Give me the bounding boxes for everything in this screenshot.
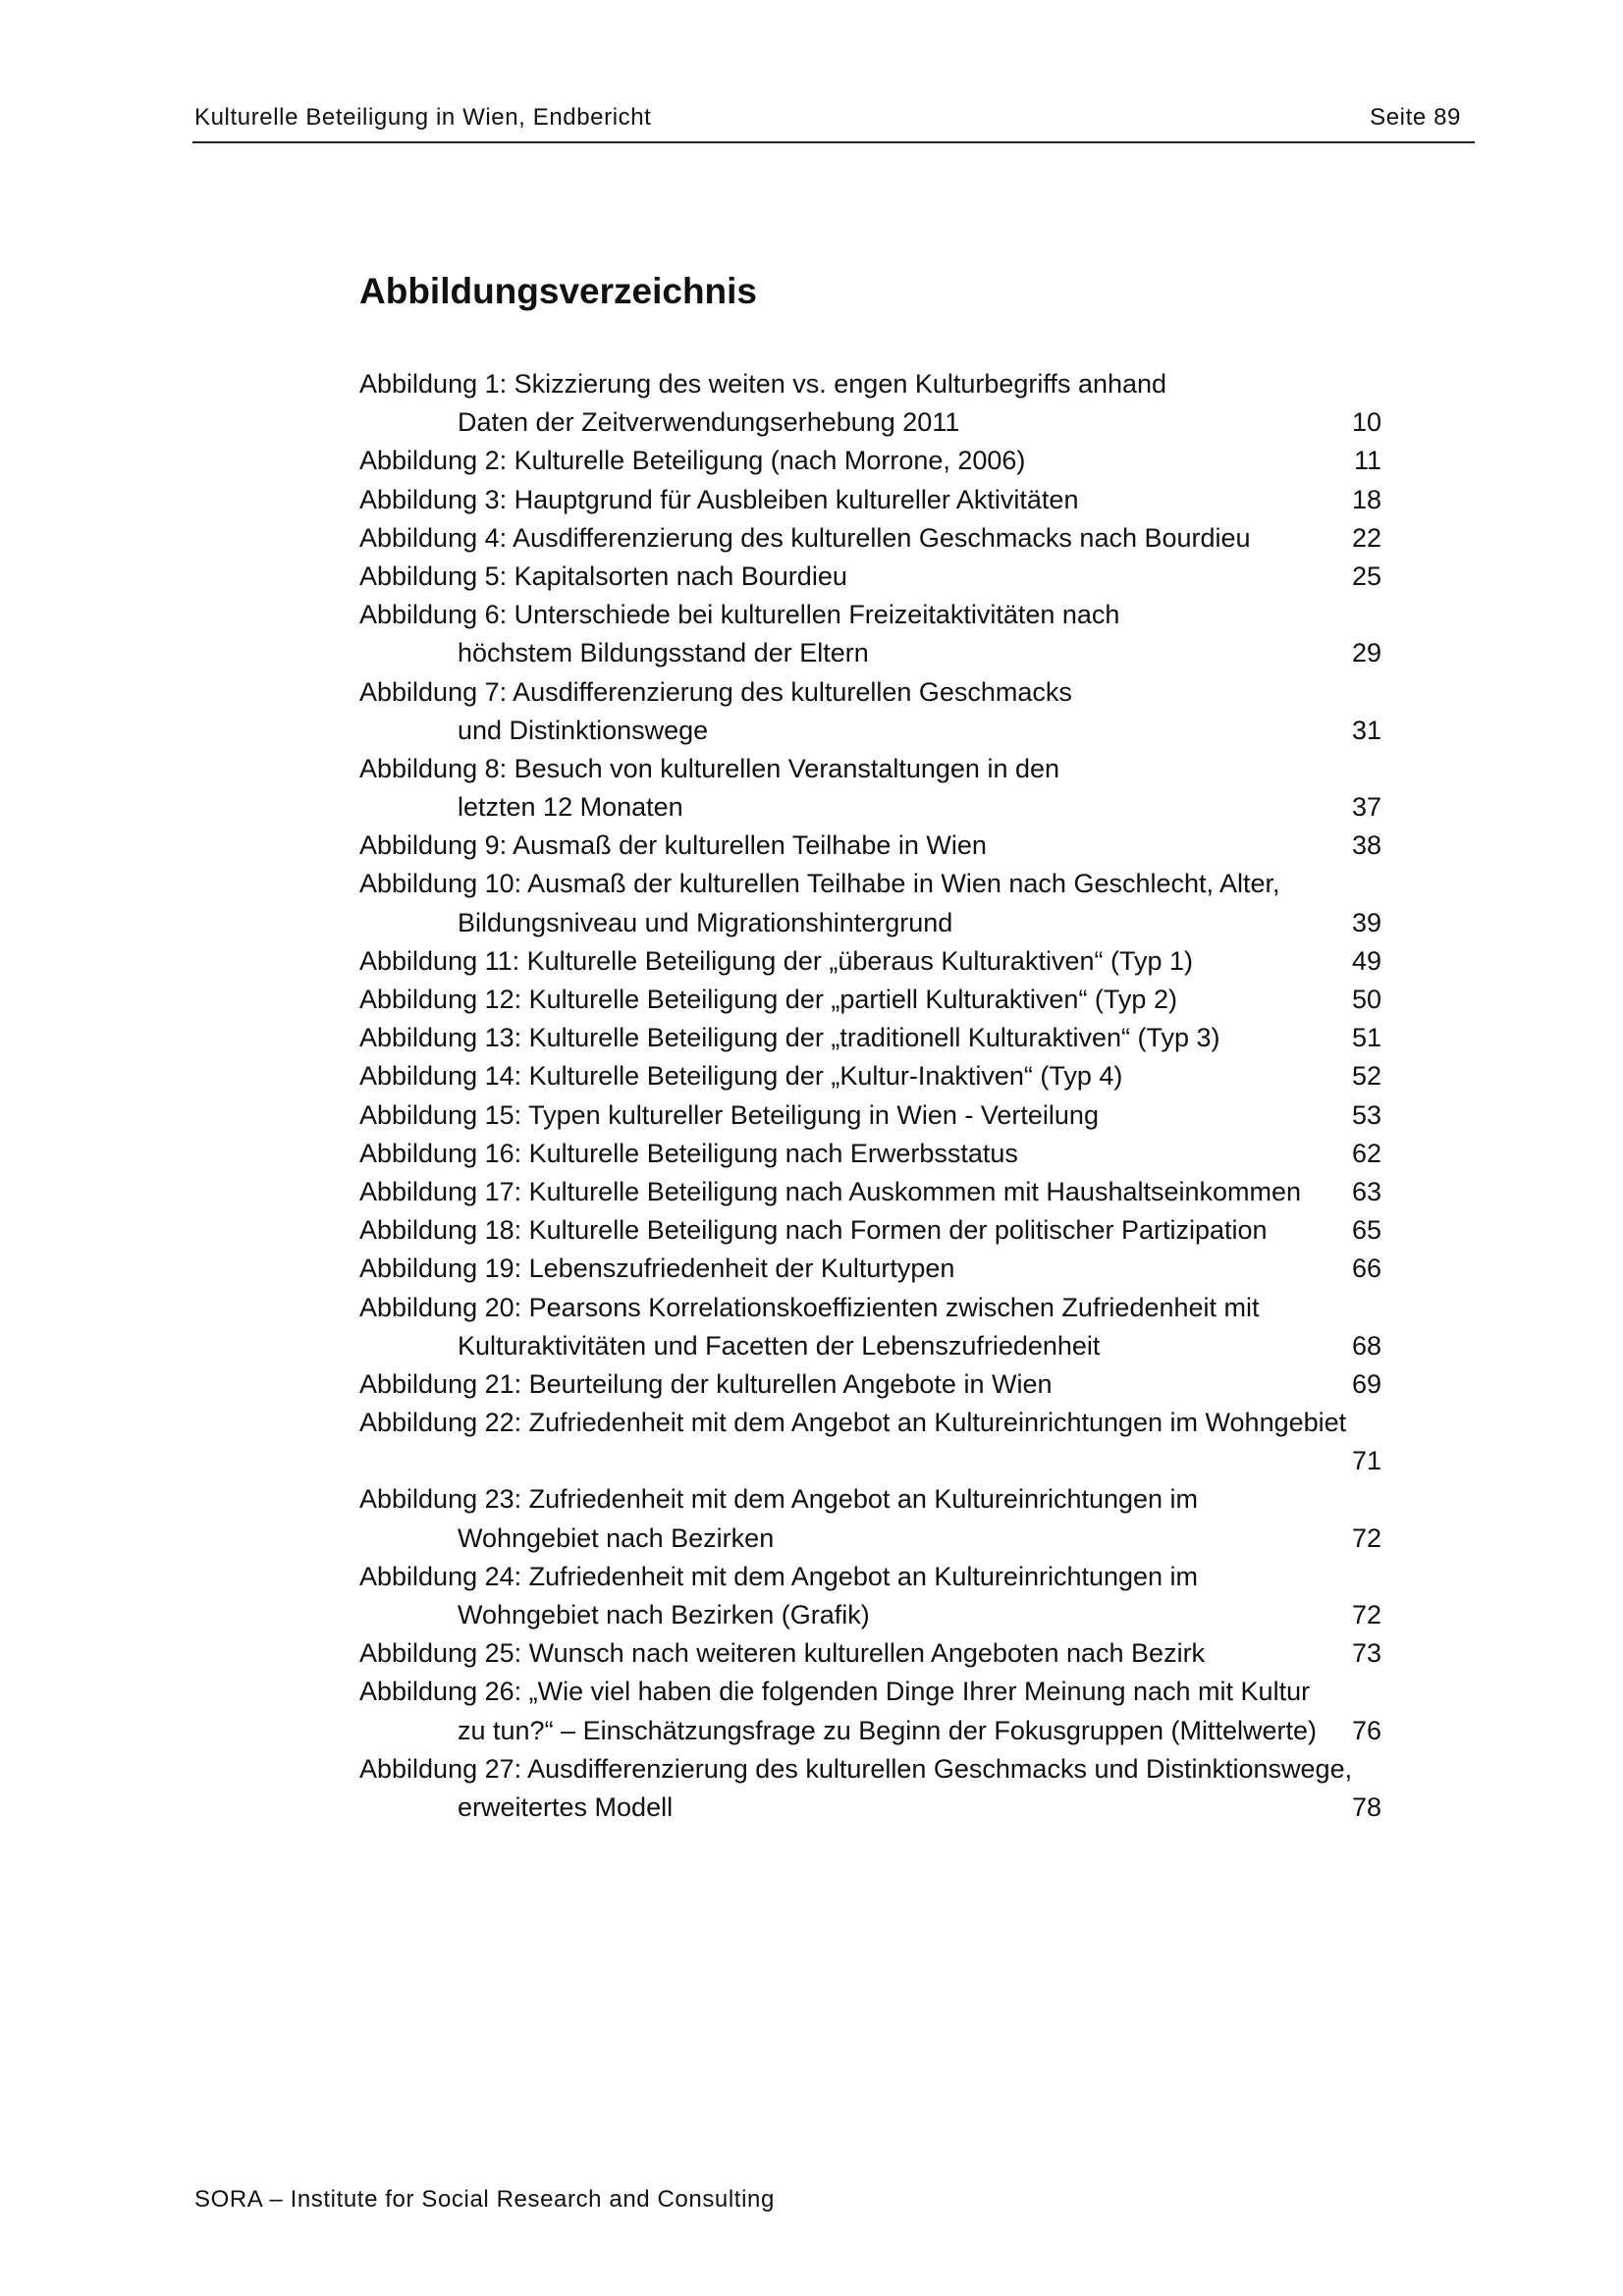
figure-entry-line	[359, 865, 1390, 903]
figure-entry-continuation	[359, 1789, 1390, 1827]
figure-entry-line	[359, 558, 1390, 596]
figure-entry-line	[359, 827, 1390, 865]
figure-entry[interactable]	[359, 1365, 1390, 1404]
section-title: Abbildungsverzeichnis	[359, 271, 758, 311]
figure-page-number: 37	[1351, 792, 1381, 823]
figure-page-number: 66	[1351, 1254, 1381, 1284]
figure-entry[interactable]	[359, 519, 1390, 558]
figure-page-number: 22	[1351, 522, 1381, 553]
figure-entry-line	[359, 1289, 1390, 1327]
figure-caption: Abbildung 1: Skizzierung des weiten vs. engen Kulturbegriffs anhand	[359, 369, 1167, 399]
figure-entry-continuation	[359, 1327, 1390, 1365]
figure-caption: Abbildung 8: Besuch von kulturellen Veranstaltungen in den	[359, 753, 1060, 783]
figure-entry[interactable]	[359, 1135, 1390, 1173]
figure-caption: Abbildung 17: Kulturelle Beteiligung nach Auskommen mit Haushaltseinkommen	[359, 1176, 1302, 1206]
figure-caption: Abbildung 21: Beurteilung der kulturellen Angebote in Wien	[359, 1368, 1053, 1399]
figure-caption: höchstem Bildungsstand der Eltern	[458, 638, 869, 668]
figure-entry-line	[359, 673, 1390, 712]
figure-caption: Abbildung 19: Lebenszufriedenheit der Kulturtypen	[359, 1254, 955, 1284]
figure-entry-continuation	[359, 1596, 1390, 1634]
figure-caption: letzten 12 Monaten	[458, 792, 683, 823]
figure-entry[interactable]	[359, 1019, 1390, 1057]
figure-entry-line	[359, 442, 1390, 480]
figure-entry-line	[359, 596, 1390, 634]
figure-page-number: 29	[1351, 638, 1381, 668]
figure-caption: Wohngebiet nach Bezirken	[458, 1522, 775, 1553]
figure-page-number: 62	[1351, 1138, 1381, 1168]
figure-page-number: 18	[1351, 484, 1381, 514]
figure-caption: Kulturaktivitäten und Facetten der Lebenszufriedenheit	[458, 1330, 1101, 1361]
figure-caption: Abbildung 4: Ausdifferenzierung des kulturellen Geschmacks nach Bourdieu	[359, 522, 1251, 553]
figure-caption: und Distinktionswege	[458, 715, 709, 745]
figure-page-number: 72	[1351, 1522, 1381, 1553]
figure-page-number: 72	[1351, 1600, 1381, 1629]
figure-caption: zu tun?“ – Einschätzungsfrage zu Beginn der Fokusgruppen (Mittelwerte)	[458, 1715, 1317, 1745]
figure-caption: Abbildung 27: Ausdifferenzierung des kulturellen Geschmacks und Distinktionswege,	[359, 1753, 1353, 1784]
page-footer: SORA – Institute for Social Research and Consulting	[194, 2186, 775, 2213]
figure-caption: erweitertes Modell	[458, 1791, 674, 1822]
figure-entry[interactable]	[359, 942, 1390, 981]
figure-page-number: 68	[1351, 1330, 1381, 1361]
figure-entry[interactable]	[359, 596, 1390, 672]
figure-entry-line	[359, 365, 1390, 403]
figure-entry-continuation	[359, 1442, 1390, 1480]
figure-caption: Abbildung 24: Zufriedenheit mit dem Angebot an Kultureinrichtungen im	[359, 1561, 1199, 1591]
figure-page-number: 65	[1351, 1215, 1381, 1246]
figure-entry-continuation	[359, 1520, 1390, 1558]
figure-entry[interactable]	[359, 365, 1390, 442]
figure-caption: Wohngebiet nach Bezirken (Grafik)	[458, 1600, 870, 1629]
figure-entry-line	[359, 1019, 1390, 1057]
figure-caption: Abbildung 7: Ausdifferenzierung des kulturellen Geschmacks	[359, 676, 1072, 707]
figure-page-number: 31	[1351, 715, 1381, 745]
figure-entry-line	[359, 1404, 1390, 1442]
figure-entry[interactable]	[359, 1211, 1390, 1250]
figure-entry[interactable]	[359, 442, 1390, 480]
figure-entry-line	[359, 1634, 1390, 1673]
figure-list	[359, 365, 1390, 1827]
figure-entry[interactable]	[359, 1673, 1390, 1749]
figure-page-number: 39	[1351, 907, 1381, 937]
figure-caption: Abbildung 11: Kulturelle Beteiligung der „überaus Kulturaktiven“ (Typ 1)	[359, 945, 1193, 976]
figure-entry-continuation	[359, 403, 1390, 442]
page-header	[192, 104, 1475, 143]
figure-caption: Abbildung 9: Ausmaß der kulturellen Teilhabe in Wien	[359, 830, 987, 861]
figure-caption: Abbildung 12: Kulturelle Beteiligung der „partiell Kulturaktiven“ (Typ 2)	[359, 985, 1177, 1014]
figure-entry[interactable]	[359, 481, 1390, 519]
figure-entry[interactable]	[359, 1289, 1390, 1365]
figure-entry[interactable]	[359, 1634, 1390, 1673]
figure-caption: Abbildung 2: Kulturelle Beteiligung (nach Morrone, 2006)	[359, 446, 1026, 476]
figure-caption: Abbildung 23: Zufriedenheit mit dem Angebot an Kultureinrichtungen im	[359, 1484, 1199, 1515]
figure-caption: Abbildung 22: Zufriedenheit mit dem Angebot an Kultureinrichtungen im Wohngebiet	[359, 1408, 1347, 1438]
figure-entry-line	[359, 942, 1390, 981]
figure-page-number: 50	[1351, 985, 1381, 1014]
figure-caption: Abbildung 5: Kapitalsorten nach Bourdieu	[359, 561, 847, 591]
figure-entry-line	[359, 1673, 1390, 1711]
figure-caption: Abbildung 6: Unterschiede bei kulturellen Freizeitaktivitäten nach	[359, 600, 1120, 630]
figure-entry-continuation	[359, 904, 1390, 942]
figure-page-number: 51	[1351, 1023, 1381, 1053]
figure-caption: Abbildung 26: „Wie viel haben die folgenden Dinge Ihrer Meinung nach mit Kultur	[359, 1677, 1311, 1707]
figure-caption: Abbildung 20: Pearsons Korrelationskoeffizienten zwischen Zufriedenheit mit	[359, 1292, 1260, 1322]
figure-entry-line	[359, 1750, 1390, 1789]
figure-entry-line	[359, 1211, 1390, 1250]
figure-caption: Abbildung 14: Kulturelle Beteiligung der „Kultur-Inaktiven“ (Typ 4)	[359, 1061, 1123, 1092]
figure-entry-line	[359, 1558, 1390, 1596]
figure-entry[interactable]	[359, 750, 1390, 827]
figure-page-number: 52	[1351, 1061, 1381, 1092]
figure-caption: Abbildung 18: Kulturelle Beteiligung nach Formen der politischer Partizipation	[359, 1215, 1268, 1246]
figure-entry-line	[359, 1480, 1390, 1519]
figure-entry[interactable]	[359, 673, 1390, 750]
figure-page-number: 73	[1351, 1638, 1381, 1669]
figure-entry[interactable]	[359, 1558, 1390, 1634]
figure-entry[interactable]	[359, 1173, 1390, 1211]
figure-entry-line	[359, 1365, 1390, 1404]
figure-entry-line	[359, 481, 1390, 519]
figure-entry[interactable]	[359, 1250, 1390, 1288]
figure-page-number: 38	[1351, 830, 1381, 861]
figure-entry-line	[359, 981, 1390, 1019]
figure-page-number: 78	[1351, 1791, 1381, 1822]
figure-page-number: 53	[1351, 1099, 1381, 1130]
figure-entry[interactable]	[359, 558, 1390, 596]
figure-entry-line	[359, 1173, 1390, 1211]
figure-entry-line	[359, 1057, 1390, 1095]
document-title: Kulturelle Beteiligung in Wien, Endbericht	[194, 104, 652, 131]
figure-page-number: 49	[1351, 945, 1381, 976]
figure-entry[interactable]	[359, 1404, 1390, 1480]
figure-caption: Abbildung 16: Kulturelle Beteiligung nach Erwerbsstatus	[359, 1138, 1018, 1168]
figure-page-number: 63	[1351, 1176, 1381, 1206]
figure-caption: Abbildung 15: Typen kultureller Beteiligung in Wien - Verteilung	[359, 1099, 1099, 1130]
figure-entry[interactable]	[359, 1480, 1390, 1557]
figure-entry[interactable]	[359, 981, 1390, 1019]
figure-caption: Abbildung 10: Ausmaß der kulturellen Teilhabe in Wien nach Geschlecht, Alter,	[359, 869, 1280, 899]
figure-caption: Bildungsniveau und Migrationshintergrund	[458, 907, 953, 937]
figure-page-number: 11	[1353, 446, 1381, 476]
figure-page-number: 69	[1351, 1368, 1381, 1399]
figure-entry-line	[359, 519, 1390, 558]
figure-entry-line	[359, 1250, 1390, 1288]
figure-caption: Abbildung 3: Hauptgrund für Ausbleiben kultureller Aktivitäten	[359, 484, 1079, 514]
figure-caption: Daten der Zeitverwendungserhebung 2011	[458, 407, 960, 438]
figure-entry[interactable]	[359, 827, 1390, 865]
figure-entry-continuation	[359, 788, 1390, 827]
figure-page-number: 25	[1351, 561, 1381, 591]
figure-entry-line	[359, 1135, 1390, 1173]
figure-entry-line	[359, 1096, 1390, 1135]
figure-caption: Abbildung 13: Kulturelle Beteiligung der „traditionell Kulturaktiven“ (Typ 3)	[359, 1023, 1220, 1053]
figure-entry-continuation	[359, 712, 1390, 750]
figure-caption: Abbildung 25: Wunsch nach weiteren kulturellen Angeboten nach Bezirk	[359, 1638, 1206, 1669]
figure-entry[interactable]	[359, 1096, 1390, 1135]
figure-page-number: 76	[1351, 1715, 1381, 1745]
figure-entry-line	[359, 750, 1390, 788]
figure-entry[interactable]	[359, 1057, 1390, 1095]
figure-entry-continuation	[359, 1712, 1390, 1750]
figure-page-number: 71	[1351, 1446, 1381, 1476]
figure-entry[interactable]	[359, 1750, 1390, 1827]
page-number: Seite 89	[1370, 104, 1461, 131]
figure-entry[interactable]	[359, 865, 1390, 941]
figure-entry-continuation	[359, 634, 1390, 672]
figure-page-number: 10	[1351, 407, 1381, 438]
